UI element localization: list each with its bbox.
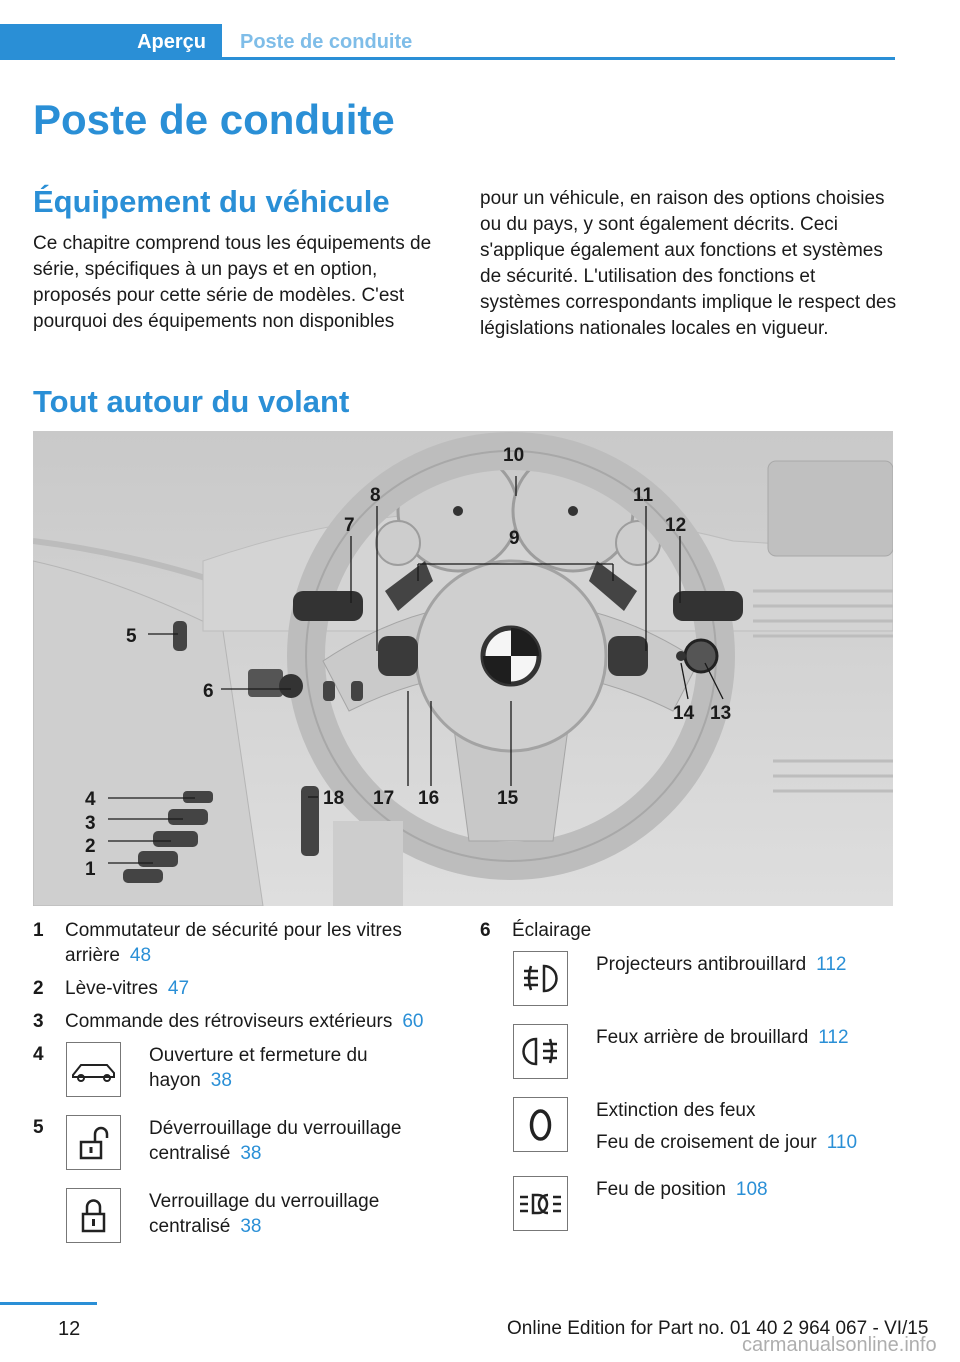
callout-4: 4 [85,789,96,810]
lights-off-icon [513,1097,568,1152]
parking-light-icon [513,1176,568,1231]
page-ref-link[interactable]: 47 [167,978,190,999]
watermark: carmanualsonline.info [742,1334,937,1356]
legend-item-6 [480,918,900,943]
page-ref-link[interactable]: 112 [818,1027,849,1048]
page-ref-link[interactable]: 112 [816,954,847,975]
tab-poste-de-conduite[interactable]: Poste de conduite [240,31,413,53]
page-number: 12 [58,1318,81,1340]
legend-num: 5 [33,1117,44,1138]
legend-num: 3 [33,1011,44,1032]
legend-right [480,918,900,1249]
callout-6: 6 [203,681,214,702]
callout-18: 18 [323,788,345,809]
legend-item-lights-off [480,1097,900,1167]
lock-icon [66,1188,121,1243]
callout-17: 17 [373,788,395,809]
section-title-equipment: Équipement du véhicule [33,184,390,219]
legend-text: Feu de position [596,1179,726,1200]
page-ref-link[interactable]: 60 [402,1011,424,1032]
footer-edition: Online Edition for Part no. 01 40 2 964 067 - VI/15 [507,1318,929,1339]
legend-item-4 [33,1042,443,1106]
legend-heading: Éclairage [512,920,592,941]
legend-text: Commutateur de sécurité pour les vitres arrière [65,920,402,966]
legend-item-lock [33,1188,443,1252]
legend-num: 1 [33,920,44,941]
legend-item-2 [33,976,443,1001]
legend-text: Commande des rétroviseurs extérieurs [65,1011,393,1032]
legend-item-parking-light [480,1176,900,1240]
equipment-text-right: pour un véhicule, en raison des options choisies ou du pays, y sont également décrits. Ceci s'applique également aux fonctions et systèmes de sécurité. L'utilisation des fonctions et systèmes correspondants implique le respect des législations nationales locales en vigueur. [480,188,897,339]
legend-num: 6 [480,920,491,941]
legend-left [33,918,443,1261]
legend-text: Ouverture et fermeture du hayon [149,1045,368,1091]
callout-11: 11 [633,485,654,506]
legend-text: Projecteurs antibrouillard [596,954,807,975]
callout-15: 15 [497,788,519,809]
page-title: Poste de conduite [33,96,395,143]
callout-8: 8 [370,485,381,506]
legend-text-secondary: Feu de croisement de jour [596,1132,817,1153]
rear-fog-light-icon [513,1024,568,1079]
legend-num: 2 [33,978,44,999]
callout-9: 9 [509,528,520,549]
legend-item-1 [33,918,443,968]
page-ref-link[interactable]: 110 [826,1132,858,1153]
callout-5: 5 [126,626,137,647]
page-ref-link[interactable]: 38 [240,1143,262,1164]
legend-text: Verrouillage du verrouillage centralisé [149,1191,380,1237]
page-ref-link[interactable]: 38 [240,1216,262,1237]
legend-text: Extinction des feux [596,1100,756,1121]
page-ref-link[interactable]: 48 [129,945,152,966]
legend-item-rear-fog [480,1024,900,1088]
callout-7: 7 [344,515,355,536]
header-tab-bar [0,24,895,60]
callout-16: 16 [418,788,440,809]
tailgate-icon [66,1042,121,1097]
footer-divider [0,1302,97,1305]
legend-item-3 [33,1009,443,1034]
page-ref-link[interactable]: 38 [210,1070,232,1091]
front-fog-light-icon [513,951,568,1006]
legend-num: 4 [33,1044,44,1065]
legend-text: Déverrouillage du verrouillage centralisé [149,1118,402,1164]
legend-item-5 [33,1115,443,1179]
unlock-icon [66,1115,121,1170]
callout-1: 1 [85,859,96,880]
callout-2: 2 [85,836,96,857]
callout-14: 14 [673,703,695,724]
tab-apercu[interactable]: Aperçu [0,24,222,60]
page-ref-link[interactable]: 108 [735,1179,768,1200]
legend-text: Feux arrière de brouillard [596,1027,809,1048]
callout-3: 3 [85,813,96,834]
callout-13: 13 [710,703,732,724]
callout-12: 12 [665,515,687,536]
callout-10: 10 [503,445,525,466]
section-title-around-wheel: Tout autour du volant [33,384,350,419]
steering-wheel-illustration [33,431,893,906]
cockpit-drawing [33,431,893,906]
legend-item-front-fog [480,951,900,1015]
equipment-text-left: Ce chapitre comprend tous les équipements de série, spécifiques à un pays et en option, proposés pour cette série de modèles. C'est pourquoi des équipements non disponibles [33,233,432,332]
legend-text: Lève-vitres [65,978,158,999]
